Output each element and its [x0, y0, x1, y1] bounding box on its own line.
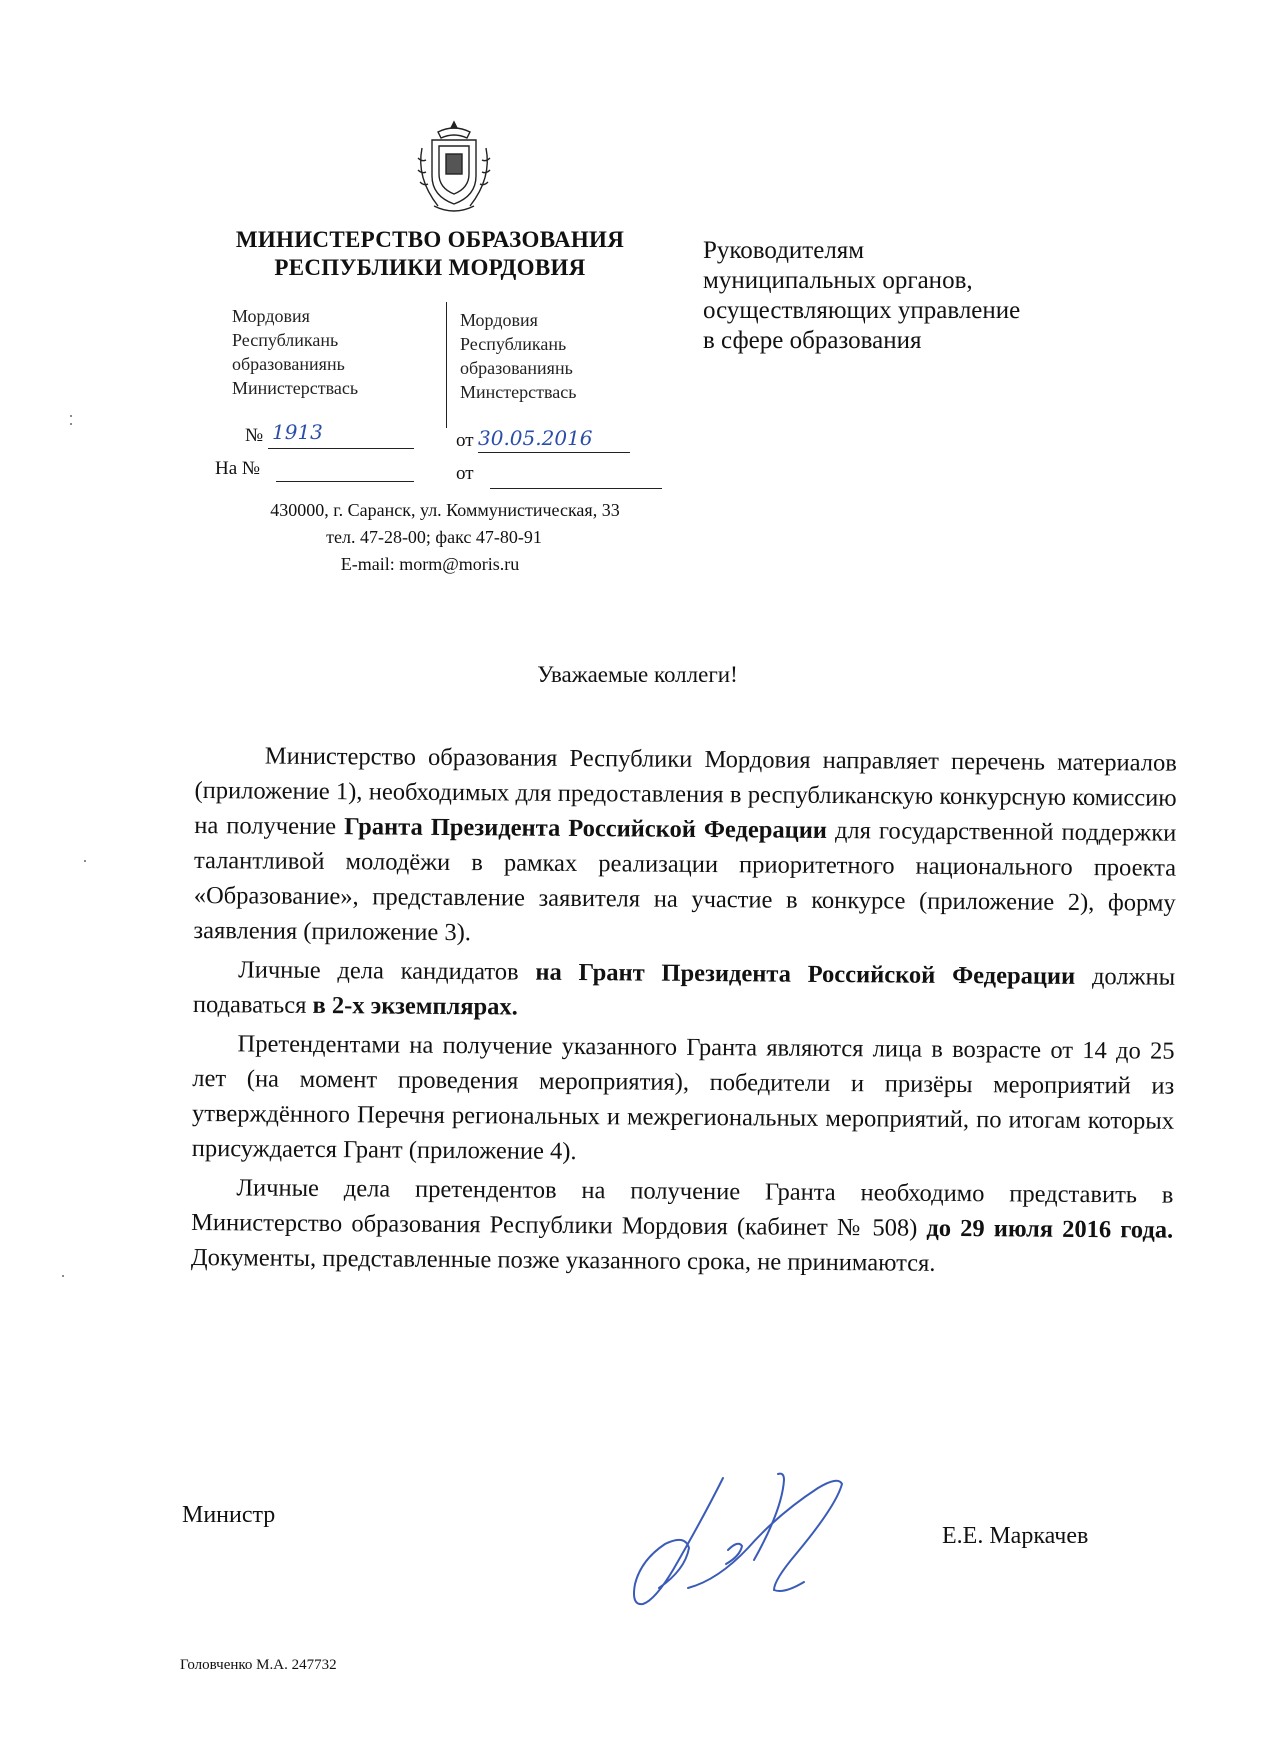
- paragraph-text: Документы, представленные позже указанного срока, не принимаются.: [190, 1243, 936, 1277]
- paragraph-text: Претендентами на получение указанного Гранта являются лица в возрасте от 14 до 25 лет (на момент проведения мероприятия), победители и призёры мероприятий из утверждённого Перечня региональных и межрегиональных мероприятий, по итогам которых присуждается Грант (приложение 4).: [191, 1030, 1175, 1166]
- addressee-line: в сфере образования: [703, 327, 922, 354]
- scan-speck: [70, 415, 72, 417]
- letterhead-divider: [446, 302, 447, 428]
- reply-number-field: [276, 459, 414, 482]
- mok-left-line: Республикань: [232, 330, 339, 350]
- mok-right-line: Республикань: [460, 334, 567, 354]
- emphasized-text: в 2-х экземплярах.: [312, 991, 518, 1021]
- executor-note: Головченко М.А. 247732: [180, 1657, 337, 1673]
- body-paragraph: [193, 952, 1176, 1030]
- paragraph-text: должны подаваться: [192, 962, 1176, 1019]
- mok-right-line: Минстерствась: [460, 382, 577, 402]
- ministry-title-line1: МИНИСТЕРСТВО ОБРАЗОВАНИЯ: [235, 227, 625, 252]
- date-label: от: [456, 430, 474, 451]
- date-value: 30.05.2016: [478, 426, 593, 450]
- paragraph-text: для государственной поддержки талантливой молодёжи в рамках реализации приоритетного национального проекта «Образование», представление заявителя на участие в конкурсе (приложение 2), форму заявления (приложение 3).: [193, 816, 1177, 947]
- body-paragraph: [192, 1026, 1175, 1174]
- handwritten-signature-icon: [628, 1470, 878, 1610]
- signatory-name: Е.Е. Маркачев: [942, 1523, 1089, 1549]
- emphasized-text: Гранта Президента Российской Федерации: [344, 813, 828, 844]
- mok-left-line: Мордовия: [232, 306, 310, 326]
- paragraph-text: Министерство образования Республики Мордовия направляет перечень материалов (приложение 1), необходимых для предоставления в республиканскую конкурсную комиссию на получение: [194, 742, 1177, 841]
- letter-body: [191, 738, 1177, 1283]
- reply-date-label: от: [456, 463, 474, 484]
- mokshan-name-right: [460, 308, 576, 404]
- scan-speck: [62, 1275, 64, 1277]
- addressee-block: [703, 236, 1020, 356]
- reply-date-field: [490, 466, 662, 489]
- mok-left-line: образованиянь: [232, 354, 345, 374]
- reply-number-label: На №: [215, 458, 261, 479]
- addressee-line: осуществляющих управление: [703, 297, 1021, 324]
- number-label: №: [245, 425, 264, 446]
- addressee-line: муниципальных органов,: [703, 267, 973, 294]
- phones: тел. 47-28-00; факс 47-80-91: [326, 527, 542, 547]
- mok-right-line: Мордовия: [460, 310, 538, 330]
- paragraph-text: Личные дела кандидатов: [238, 956, 536, 986]
- scan-speck: [70, 423, 72, 425]
- mok-right-line: образованиянь: [460, 358, 573, 378]
- emphasized-text: на Грант Президента Российской Федерации: [535, 958, 1076, 990]
- emphasized-text: до 29 июля 2016 года.: [926, 1214, 1174, 1244]
- body-paragraph: [191, 1170, 1174, 1283]
- signatory-position: Министр: [182, 1502, 276, 1528]
- email: E-mail: morm@moris.ru: [340, 554, 520, 574]
- greeting: Уважаемые коллеги!: [537, 662, 738, 687]
- ministry-title: [200, 226, 660, 282]
- addressee-line: Руководителям: [703, 237, 865, 264]
- number-value: 1913: [272, 420, 323, 444]
- ministry-title-line2: РЕСПУБЛИКИ МОРДОВИЯ: [274, 255, 586, 280]
- body-paragraph: [193, 738, 1177, 956]
- contact-block: [200, 497, 660, 578]
- mok-left-line: Министерствась: [232, 378, 359, 398]
- mokshan-name-left: [232, 304, 358, 400]
- address: 430000, г. Саранск, ул. Коммунистическая, 33: [270, 500, 620, 520]
- scan-speck: [84, 860, 86, 862]
- coat-of-arms-emblem-icon: [408, 118, 500, 218]
- paragraph-text: Личные дела претендентов на получение Гранта необходимо представить в Министерство образования Республики Мордовия (кабинет № 508): [191, 1174, 1174, 1242]
